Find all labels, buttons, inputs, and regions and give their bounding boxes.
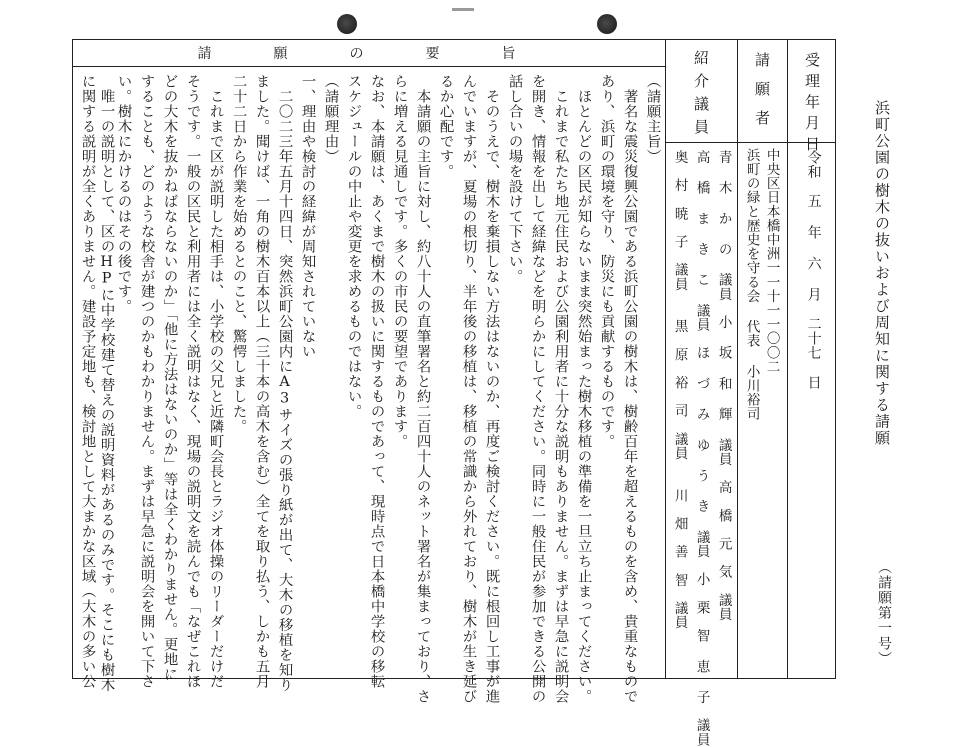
body-line: ました。聞けば、一角の樹木百本以上（三十本の高木を含む）全てを取り払う、しかも五月	[253, 74, 270, 689]
divider-petitioner	[787, 39, 788, 679]
petitioner-name: 浜町の緑と歴史を守る会 代表 小川裕司	[743, 148, 760, 421]
punch-hole-left	[337, 14, 357, 34]
body-line: そうです。一般の区民と利用者には全く説明はなく、現場の説明文を読んでも「なぜこれほ	[184, 74, 201, 689]
body-line: に関する説明が全くありません。建設予定地も、検討地として大まかな区域（大木の多い公	[79, 74, 96, 689]
body-line: どの大木を抜かねばならないのか」「他に方法はないのか」等は全くわかりません。更地に	[161, 74, 178, 682]
body-line: （請願主旨）	[644, 74, 661, 164]
body-line: らに増える見通しです。多くの市民の要望であります。	[391, 74, 408, 449]
body-line: ほとんどの区民が知らないまま突然始まった樹木移植の準備を一旦立ち止まってください。	[575, 74, 592, 704]
body-line: （請願理由）	[322, 74, 339, 164]
petition-number: （請願第一号）	[876, 560, 892, 667]
body-line: 二十二日から作業を始めるとのこと、驚愕しました。	[230, 74, 247, 434]
body-line: るか心配です。	[437, 74, 454, 179]
gist-header: 請 願 の 要 旨	[197, 46, 540, 62]
body-line: なお、本請願は、あくまで樹木の扱いに関するものであって、現時点で日本橋中学校の移転	[368, 74, 385, 689]
introducer-line-1: 青 木 か の 議員 小 坂 和 輝 議員 高 橋 元 気 議員	[715, 150, 732, 622]
body-line: 著名な震災復興公園である浜町公園の樹木は、樹齢百年を超えるものを含め、貴重なもので	[621, 74, 638, 704]
introducer-line-2: 高 橋 ま き こ 議員 ほ づ み ゆ う き 議員 小 栗 智 恵 子 議員	[693, 150, 710, 747]
document-title: 浜町公園の樹木の抜いおよび周知に関する請願	[873, 100, 891, 447]
received-date-value: 令和 五 年 六 月 二十七 日	[805, 150, 822, 390]
divider-introducers	[737, 39, 738, 679]
body-line: 話し合いの場を設けて下さい。	[506, 74, 523, 284]
label-petitioner: 請願者	[753, 52, 771, 139]
body-line: あり、浜町の環境を守り、防災にも貢献するものです。	[598, 74, 615, 449]
label-received-date: 受理年月日	[803, 52, 821, 157]
body-line: 本請願の主旨に対し、約八十人の直筆署名と約二百四十人のネット署名が集まっており、さ	[414, 74, 431, 704]
body-line: い。樹木にかけるのはその後です。	[115, 74, 132, 314]
body-line: これまで区が説明した相手は、小学校の父兄と近隣町会長とラジオ体操のリーダーだけだ	[207, 74, 224, 689]
gist-header-rule	[72, 66, 665, 67]
body-line: 唯一の説明として、区のHPに中学校建て替えの説明資料があるのみです。そこにも樹木	[98, 74, 115, 693]
body-line: 一、理由や検討の経緯が周知されていない	[299, 74, 316, 359]
body-line: することも、どのような校舎が建つのかもわかりません。まずは早急に説明会を開いて下さ	[138, 74, 155, 689]
body-line: そのうえで、樹木を棄損しない方法はないのか、再度ご検討ください。既に根回し工事が進	[483, 74, 500, 704]
body-line: 二〇二三年五月十四日、突然浜町公園内にA3サイズの張り紙が出て、大木の移植を知り	[276, 74, 293, 693]
body-line: これまで私たち地元住民および公園利用者に十分な説明もありません。まずは早急に説明会	[552, 74, 569, 704]
body-line: を開き、情報を出して経緯などを明らかにしてください。同時に一般住民が参加できる公開の	[529, 74, 546, 704]
staple-mark	[452, 8, 474, 11]
introducer-line-3: 奥 村 暁 子 議員 黒 原 裕 司 議員 川 畑 善 智 議員	[671, 150, 688, 630]
label-introducers: 紹介議員	[692, 50, 710, 142]
divider-gist	[665, 39, 666, 679]
punch-hole-right	[597, 14, 617, 34]
body-line: んでいますが、夏場の根切り、半年後の移植は、移植の常識から外れており、樹木が生き延び	[460, 74, 477, 704]
body-line: スケジュールの中止や変更を求めるものではない。	[345, 74, 362, 419]
petitioner-address: 中央区日本橋中洲一一十一一〇〇二	[763, 148, 780, 374]
